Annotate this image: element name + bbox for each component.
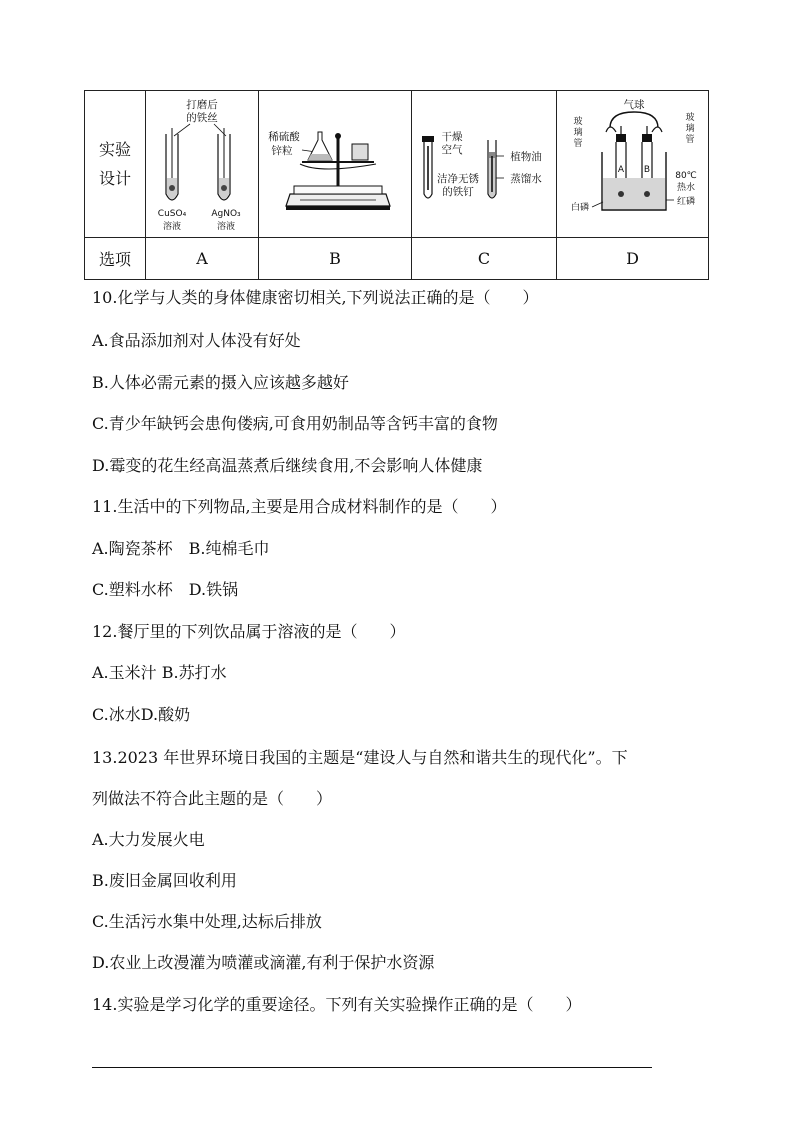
test-tube-oil-water <box>488 140 496 198</box>
iron-nail-tubes-diagram <box>412 94 556 234</box>
label-glass-right-2: 璃 <box>684 124 695 134</box>
label-clean-rustless: 洁净无锈 <box>437 173 479 185</box>
option-d: D <box>557 238 709 280</box>
label-agno3: AgNO₃ <box>211 209 241 219</box>
tube-label-b: B <box>643 165 650 175</box>
label-solution-left: 溶液 <box>162 222 182 232</box>
design-cell-a <box>146 91 259 238</box>
q13-stem-line-2: 列做法不符合此主题的是（ ） <box>92 789 333 808</box>
option-b: B <box>259 238 412 280</box>
option-row-header: 选项 <box>85 238 146 280</box>
label-glass-left-3: 管 <box>572 139 583 149</box>
label-cuso4: CuSO₄ <box>157 209 187 219</box>
q12-options-ab: A.玉米汁 B.苏打水 <box>92 663 227 682</box>
footer-rule <box>92 1067 652 1068</box>
label-glass-right-3: 管 <box>684 135 695 145</box>
test-tube-right <box>218 128 230 200</box>
q10-stem: 10.化学与人类的身体健康密切相关,下列说法正确的是（ ） <box>92 288 539 307</box>
label-solution-right: 溶液 <box>216 222 236 232</box>
label-polished: 打磨后 <box>186 99 218 111</box>
q10-option-c: C.青少年缺钙会患佝偻病,可食用奶制品等含钙丰富的食物 <box>92 414 498 433</box>
iron-wire-tubes-diagram <box>146 94 258 234</box>
q14-stem: 14.实验是学习化学的重要途径。下列有关实验操作正确的是（ ） <box>92 995 582 1014</box>
experiment-table <box>84 90 709 280</box>
label-distilled-water: 蒸馏水 <box>510 173 542 185</box>
q11-stem: 11.生活中的下列物品,主要是用合成材料制作的是（ ） <box>92 497 507 516</box>
label-balloon: 气球 <box>623 99 644 111</box>
q11-options-cd: C.塑料水杯 D.铁锅 <box>92 580 239 599</box>
tube-label-a: A <box>617 165 624 175</box>
balloon-icon <box>606 112 662 132</box>
label-red-phosphorus: 红磷 <box>676 197 695 207</box>
label-80c: 80℃ <box>674 171 697 181</box>
balance-flask-diagram <box>260 94 410 234</box>
q13-stem-line-1: 13.2023 年世界环境日我国的主题是“建设人与自然和谐共生的现代化”。下 <box>92 748 628 767</box>
q13-option-a: A.大力发展火电 <box>92 830 205 849</box>
design-cell-b <box>259 91 412 238</box>
label-dilute-acid: 稀硫酸 <box>268 131 300 143</box>
option-c: C <box>412 238 557 280</box>
label-glass-left-1: 玻 <box>572 117 583 127</box>
beaker-small <box>352 144 368 160</box>
q13-option-b: B.废旧金属回收利用 <box>92 871 237 890</box>
test-tube-left <box>166 128 178 200</box>
q10-option-b: B.人体必需元素的摄入应该越多越好 <box>92 373 349 392</box>
q11-options-ab: A.陶瓷茶杯 B.纯棉毛巾 <box>92 539 270 558</box>
design-cell-d <box>557 91 709 238</box>
design-cell-c <box>412 91 557 238</box>
label-zinc: 锌粒 <box>271 145 293 157</box>
q13-option-c: C.生活污水集中处理,达标后排放 <box>92 912 322 931</box>
label-iron-wire: 的铁丝 <box>186 112 218 124</box>
label-white-phosphorus: 白磷 <box>570 203 589 213</box>
q12-options-cd: C.冰水D.酸奶 <box>92 705 191 724</box>
option-a: A <box>146 238 259 280</box>
q13-option-d: D.农业上改漫灌为喷灌或滴灌,有利于保护水资源 <box>92 953 435 972</box>
label-glass-left-2: 璃 <box>572 128 583 138</box>
conical-flask <box>308 132 332 160</box>
option-row <box>85 238 709 280</box>
q12-stem: 12.餐厅里的下列饮品属于溶液的是（ ） <box>92 622 406 641</box>
pointer-line-left <box>174 124 190 136</box>
q10-option-a: A.食品添加剂对人体没有好处 <box>92 331 301 350</box>
label-hot-water: 热水 <box>676 183 695 193</box>
balance-body <box>286 133 390 210</box>
design-label-line-1: 实验 <box>98 140 131 159</box>
label-vegetable-oil: 植物油 <box>510 151 542 163</box>
q10-option-d: D.霉变的花生经高温蒸煮后继续食用,不会影响人体健康 <box>92 456 483 475</box>
design-row <box>85 91 709 238</box>
test-tube-dry-air <box>422 136 434 198</box>
design-label-line-2: 设计 <box>98 169 131 188</box>
label-iron-nail: 的铁钉 <box>442 186 474 198</box>
phosphorus-beaker-diagram <box>558 94 708 234</box>
label-dry: 干燥 <box>441 131 463 143</box>
design-row-header <box>85 91 146 238</box>
label-glass-right-1: 玻 <box>684 113 695 123</box>
label-air: 空气 <box>441 144 463 156</box>
beaker-hot-water <box>602 152 666 210</box>
